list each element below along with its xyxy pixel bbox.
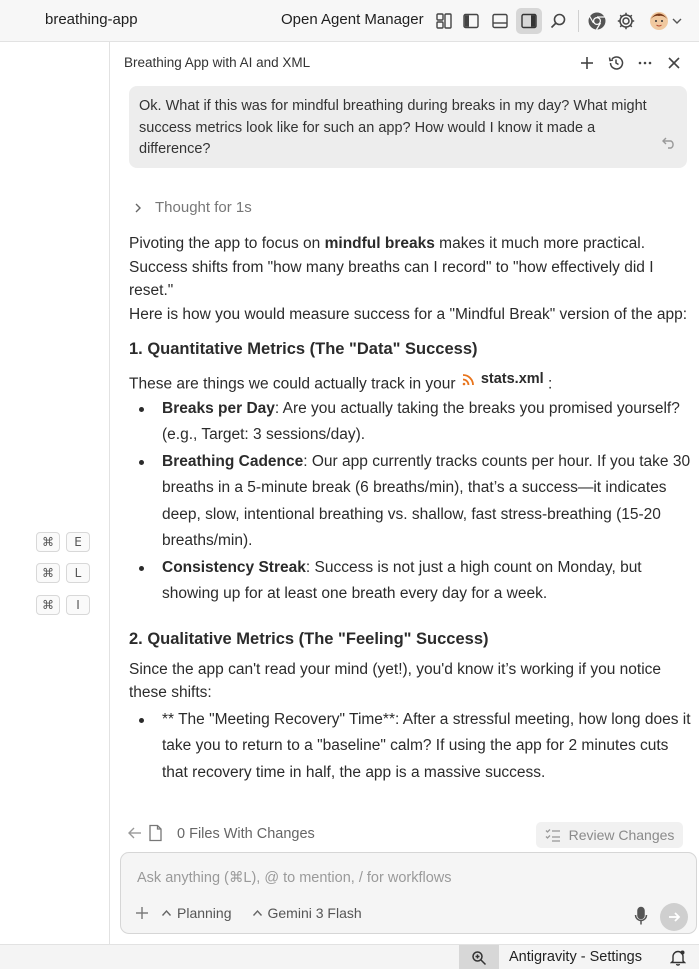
chat-input-box[interactable] — [120, 852, 697, 934]
antigravity-settings-status[interactable]: Antigravity - Settings — [509, 949, 642, 965]
account-avatar[interactable] — [647, 10, 685, 32]
shortcut-hint-i — [36, 595, 90, 615]
response-intro-2: Here is how you would measure success for a "Mindful Break" version of the app: — [129, 305, 688, 323]
files-with-changes-label[interactable]: 0 Files With Changes — [177, 826, 315, 842]
user-message-text: Ok. What if this was for mindful breathing during breaks in my day? What might success metrics look like for such an app? How would I know it made a difference? — [139, 98, 647, 157]
send-button[interactable] — [660, 903, 688, 931]
title-bar — [0, 0, 699, 42]
close-panel-icon[interactable] — [664, 53, 684, 73]
history-icon[interactable] — [606, 53, 626, 73]
new-conversation-plus-icon[interactable] — [577, 53, 597, 73]
cmd-key: ⌘ — [36, 563, 60, 583]
arrow-left-icon[interactable] — [127, 826, 143, 845]
response-intro: Pivoting the app to focus on mindful breaks makes it much more practical. Success shifts from "how many breaths can I record" to "how effectively did I reset." — [129, 235, 654, 299]
list-item: Breathing Cadence: Our app currently tracks counts per hour. If you take 30 breaths in a 5-minute break (6 breaths/min), that’s a success—it indicates deep, slow, intentional breathing vs. shallow, fast stress-breathing (15-20 breaths/min). — [129, 449, 695, 555]
thought-toggle[interactable] — [133, 199, 252, 216]
input-toolbar — [135, 905, 382, 921]
section-lead-qualitative: Since the app can't read your mind (yet!), you'd know it’s working if you notice these shifts: — [129, 660, 662, 702]
conversation-title: Breathing App with AI and XML — [124, 55, 311, 70]
notifications-bell-icon[interactable] — [670, 949, 686, 969]
zoom-icon[interactable] — [459, 945, 499, 969]
toggle-primary-sidebar-icon[interactable] — [460, 10, 482, 32]
panel-header — [111, 42, 699, 82]
cmd-key: ⌘ — [36, 595, 60, 615]
toggle-secondary-sidebar-icon[interactable] — [516, 8, 542, 34]
customize-layout-icon[interactable] — [433, 10, 455, 32]
toggle-panel-icon[interactable] — [489, 10, 511, 32]
chat-input-placeholder[interactable]: Ask anything (⌘L), @ to mention, / for workflows — [137, 870, 452, 886]
chevron-up-icon — [252, 909, 263, 917]
left-sidebar — [0, 42, 110, 944]
list-item: Breaks per Day: Are you actually taking the breaks you promised yourself? (e.g., Target: 3 sessions/day). — [129, 396, 695, 449]
assistant-response — [129, 232, 695, 786]
shortcut-key: L — [66, 563, 90, 583]
search-icon[interactable] — [547, 10, 569, 32]
section-lead-quantitative: These are things we could actually track in your stats.xml : — [129, 368, 695, 396]
shortcut-hint-e — [36, 532, 90, 552]
open-agent-manager-button[interactable]: Open Agent Manager — [281, 11, 424, 28]
section-heading-qualitative: 2. Qualitative Metrics (The "Feeling" Success) — [129, 629, 489, 648]
workspace-title[interactable]: breathing-app — [45, 11, 138, 28]
changes-bar — [111, 818, 699, 850]
file-reference-chip[interactable]: stats.xml — [460, 368, 544, 392]
status-bar — [0, 944, 699, 969]
checklist-icon — [545, 828, 561, 842]
rss-feed-icon — [460, 371, 477, 388]
qualitative-list — [129, 707, 695, 787]
shortcut-hint-l — [36, 563, 90, 583]
agent-chat-panel — [111, 42, 699, 944]
chevron-up-icon — [161, 909, 172, 917]
chevron-right-icon — [133, 202, 143, 214]
file-icon — [148, 824, 163, 847]
mode-selector[interactable]: Planning — [161, 905, 232, 921]
section-heading-quantitative: 1. Quantitative Metrics (The "Data" Success) — [129, 340, 478, 358]
model-selector[interactable]: Gemini 3 Flash — [252, 905, 362, 921]
chrome-browser-icon[interactable] — [586, 10, 608, 32]
microphone-icon[interactable] — [634, 906, 648, 931]
arrow-right-icon — [667, 910, 681, 924]
shortcut-key: I — [66, 595, 90, 615]
shortcut-key: E — [66, 532, 90, 552]
add-context-plus-icon[interactable] — [135, 906, 149, 920]
more-options-icon[interactable] — [635, 53, 655, 73]
thought-label: Thought for 1s — [155, 199, 252, 216]
revert-icon[interactable] — [661, 135, 677, 157]
cmd-key: ⌘ — [36, 532, 60, 552]
settings-gear-icon[interactable] — [615, 10, 637, 32]
review-changes-button[interactable]: Review Changes — [536, 822, 683, 848]
quantitative-list — [129, 396, 695, 608]
list-item: ** The "Meeting Recovery" Time**: After a stressful meeting, how long does it take you to return to a "baseline" calm? If using the app for 2 minutes cuts that recovery time in half, the app is a massive success. — [129, 707, 695, 787]
user-message-bubble[interactable] — [129, 86, 687, 168]
titlebar-divider — [578, 10, 579, 32]
list-item: Consistency Streak: Success is not just a high count on Monday, but showing up for at least one breath every day for a week. — [129, 555, 695, 608]
